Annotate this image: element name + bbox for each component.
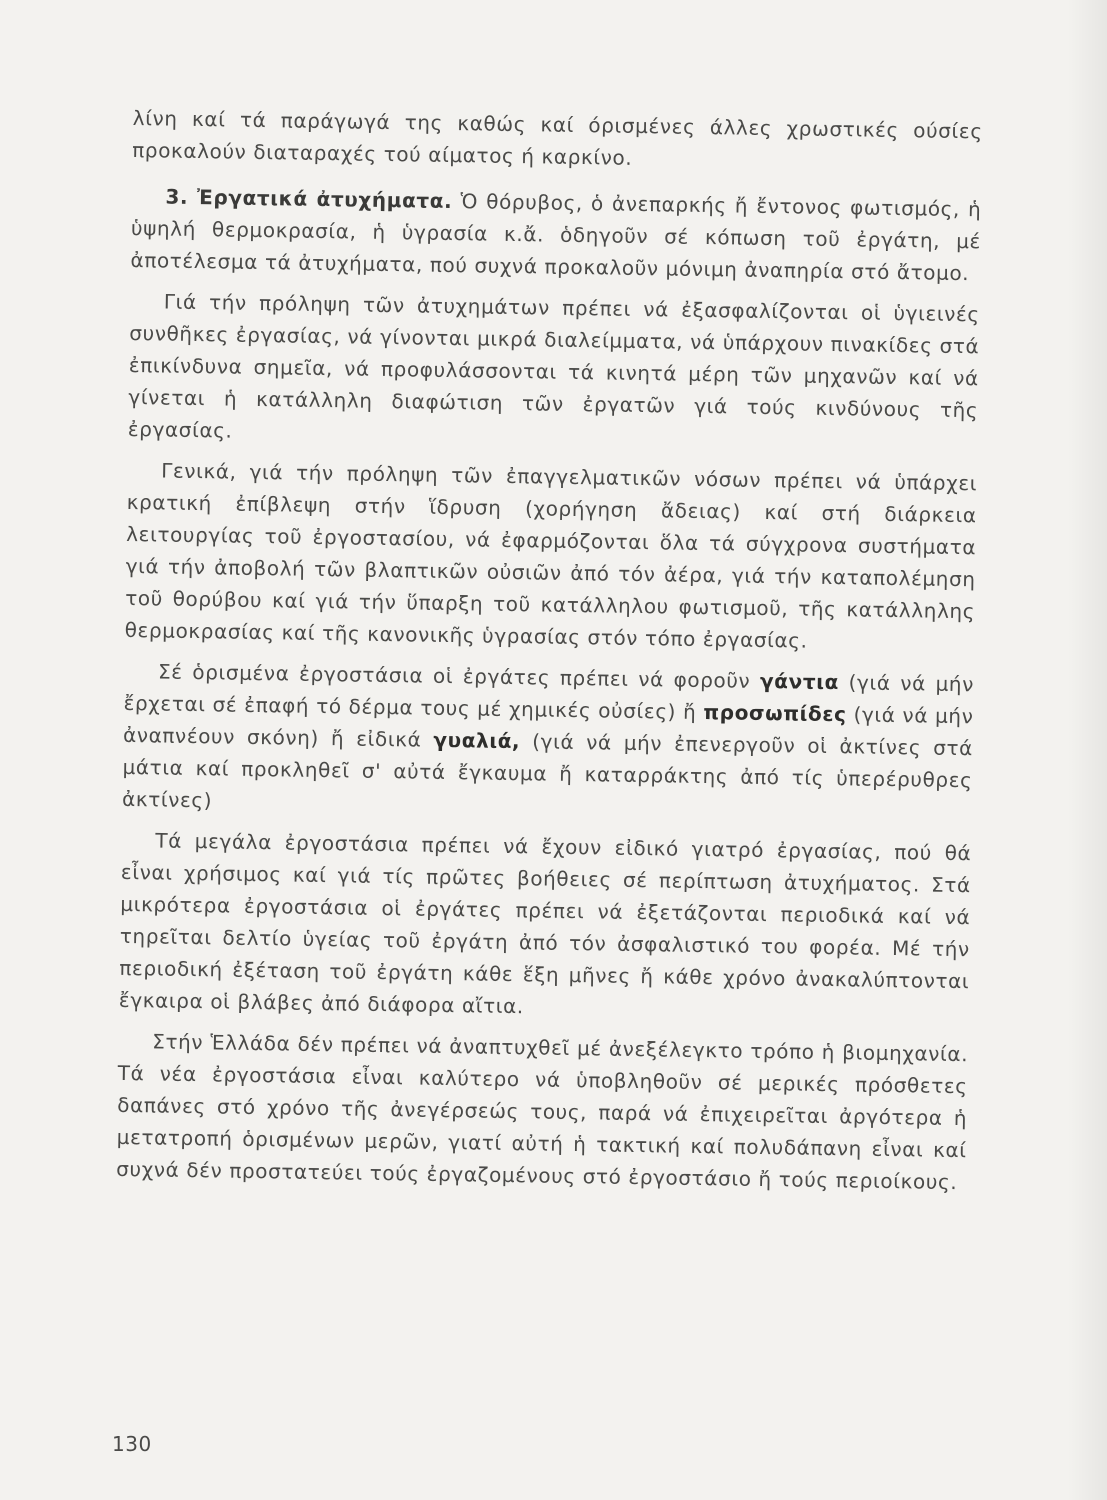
section-heading: 3. Ἐργατικά ἀτυχήματα. xyxy=(165,184,453,214)
paragraph-text: Σέ ὁρισμένα ἐργοστάσια οἱ ἐργάτες πρέπει νά φοροῦν xyxy=(157,659,751,693)
paragraph-text: (γιά νά μήν ἔρχεται σέ ἐπαφή τό δέρμα τους μέ χημικές οὐσίες) ἤ xyxy=(123,670,975,724)
paragraph-text: λίνη καί τά παράγωγά της καθώς καί όρισμένες άλλες χρωστικές ούσίες προκαλούν διαταραχές τού αίματος ή καρκίνο. xyxy=(132,105,983,170)
term-masks: προσωπίδες xyxy=(703,700,847,727)
body-text xyxy=(116,102,983,1207)
paragraph-protective-equipment xyxy=(122,655,974,828)
paragraph-accident-prevention xyxy=(128,285,980,458)
paragraph-text: Γενικά, γιά τήν πρόληψη τῶν ἐπαγγελματικῶν νόσων πρέπει νά ὑπάρχει κρατική ἐπίβλεψη στήν ἵδρυση (χορήγηση ἄδειας) καί στή διάρκεια λειτουργίας τοῦ ἐργοστασίου, νά ἐφαρμόζονται ὅλα τά σύγχρονα συστήματα γιά τήν ἀποβολή τῶν βλαπτικῶν οὐσιῶν ἀπό τόν ἀέρα, γιά τήν καταπολέμηση τοῦ θορύβου καί γιά τήν ὕπαρξη τοῦ κατάλληλου φωτισμοῦ, τῆς κατάλληλης θερμοκρασίας καί τῆς κανονικῆς ὑγρασίας στόν τόπο ἐργασίας. xyxy=(124,458,978,653)
page-edge-shadow xyxy=(1067,0,1107,1500)
term-goggles: γυαλιά, xyxy=(433,727,521,754)
paragraph-continuation xyxy=(132,102,983,179)
paragraph-text: Ὁ θόρυβος, ὁ ἀνεπαρκής ἤ ἔντονος φωτισμός, ἡ ὑψηλή θερμοκρασία, ἡ ὑγρασία κ.ἄ. ὁδηγοῦν σέ κόπωση τοῦ ἐργάτη, μέ ἀποτέλεσμα τά ἀτυχήματα, πού συχνά προκαλοῦν μόνιμη ἀναπηρία στό ἄτομο. xyxy=(130,189,982,286)
paragraph-work-accidents xyxy=(130,180,981,289)
term-gloves: γάντια xyxy=(759,668,840,695)
paragraph-disease-prevention xyxy=(124,454,977,659)
paragraph-occupational-doctor xyxy=(119,824,972,1029)
paragraph-greece-industry xyxy=(116,1025,968,1198)
page-number: 130 xyxy=(112,1432,152,1456)
paragraph-text: Τά μεγάλα ἐργοστάσια πρέπει νά ἔχουν εἰδικό γιατρό ἐργασίας, πού θά εἶναι χρήσιμος καί γιά τίς πρῶτες βοήθειες σέ περίπτωση ἀτυχήματος. Στά μικρότερα ἐργοστάσια οἱ ἐργάτες πρέπει νά ἐξετάζονται περιοδικά καί νά τηρεῖται δελτίο ὑγείας τοῦ ἐργάτη ἀπό τόν ἀσφαλιστικό του φορέα. Μέ τήν περιοδική ἐξέταση τοῦ ἐργάτη κάθε ἕξη μῆνες ἤ κάθε χρόνο ἀνακαλύπτονται ἔγκαιρα οἱ βλάβες ἀπό διάφορα αἴτια. xyxy=(118,828,972,1019)
paragraph-text: Στήν Ἑλλάδα δέν πρέπει νά ἀναπτυχθεῖ μέ ἀνεξέλεγκτο τρόπο ἡ βιομηχανία. Τά νέα ἐργοστάσια εἶναι καλύτερο νά ὑποβληθοῦν σέ μερικές πρόσθετες δαπάνες στό χρόνο τῆς ἀνεγέρσεώς τους, παρά νά ἐπιχειρεῖται ἀργότερα ἡ μετατροπή ὁρισμένων μερῶν, γιατί αὐτή ἡ τακτική καί πολυδάπανη εἶναι καί συχνά δέν προστατεύει τούς ἐργαζομένους στό ἐργοστάσιο ἤ τούς περιοίκους. xyxy=(116,1029,969,1195)
paragraph-text: (γιά νά μήν ἐπενεργοῦν οἱ ἀκτίνες στά μάτια καί προκληθεῖ σ' αὐτά ἔγκαυμα ἤ καταρράκτης ἀπό τίς ὑπερέρυθρες ἀκτίνες) xyxy=(121,729,974,813)
paragraph-text: Γιά τήν πρόληψη τῶν ἀτυχημάτων πρέπει νά ἐξασφαλίζονται οἱ ὑγιεινές συνθῆκες ἐργασίας, νά γίνονται μικρά διαλείμματα, νά ὑπάρχουν πινακίδες στά ἐπικίνδυνα σημεῖα, νά προφυλάσσονται τά κινητά μέρη τῶν μηχανῶν καί νά γίνεται ἡ κατάλληλη διαφώτιση τῶν ἐργατῶν γιά τούς κινδύνους τῆς ἐργασίας. xyxy=(127,289,980,443)
paragraph-text: (γιά νά μήν ἀναπνέουν σκόνη) ἤ εἰδικά xyxy=(122,702,974,752)
